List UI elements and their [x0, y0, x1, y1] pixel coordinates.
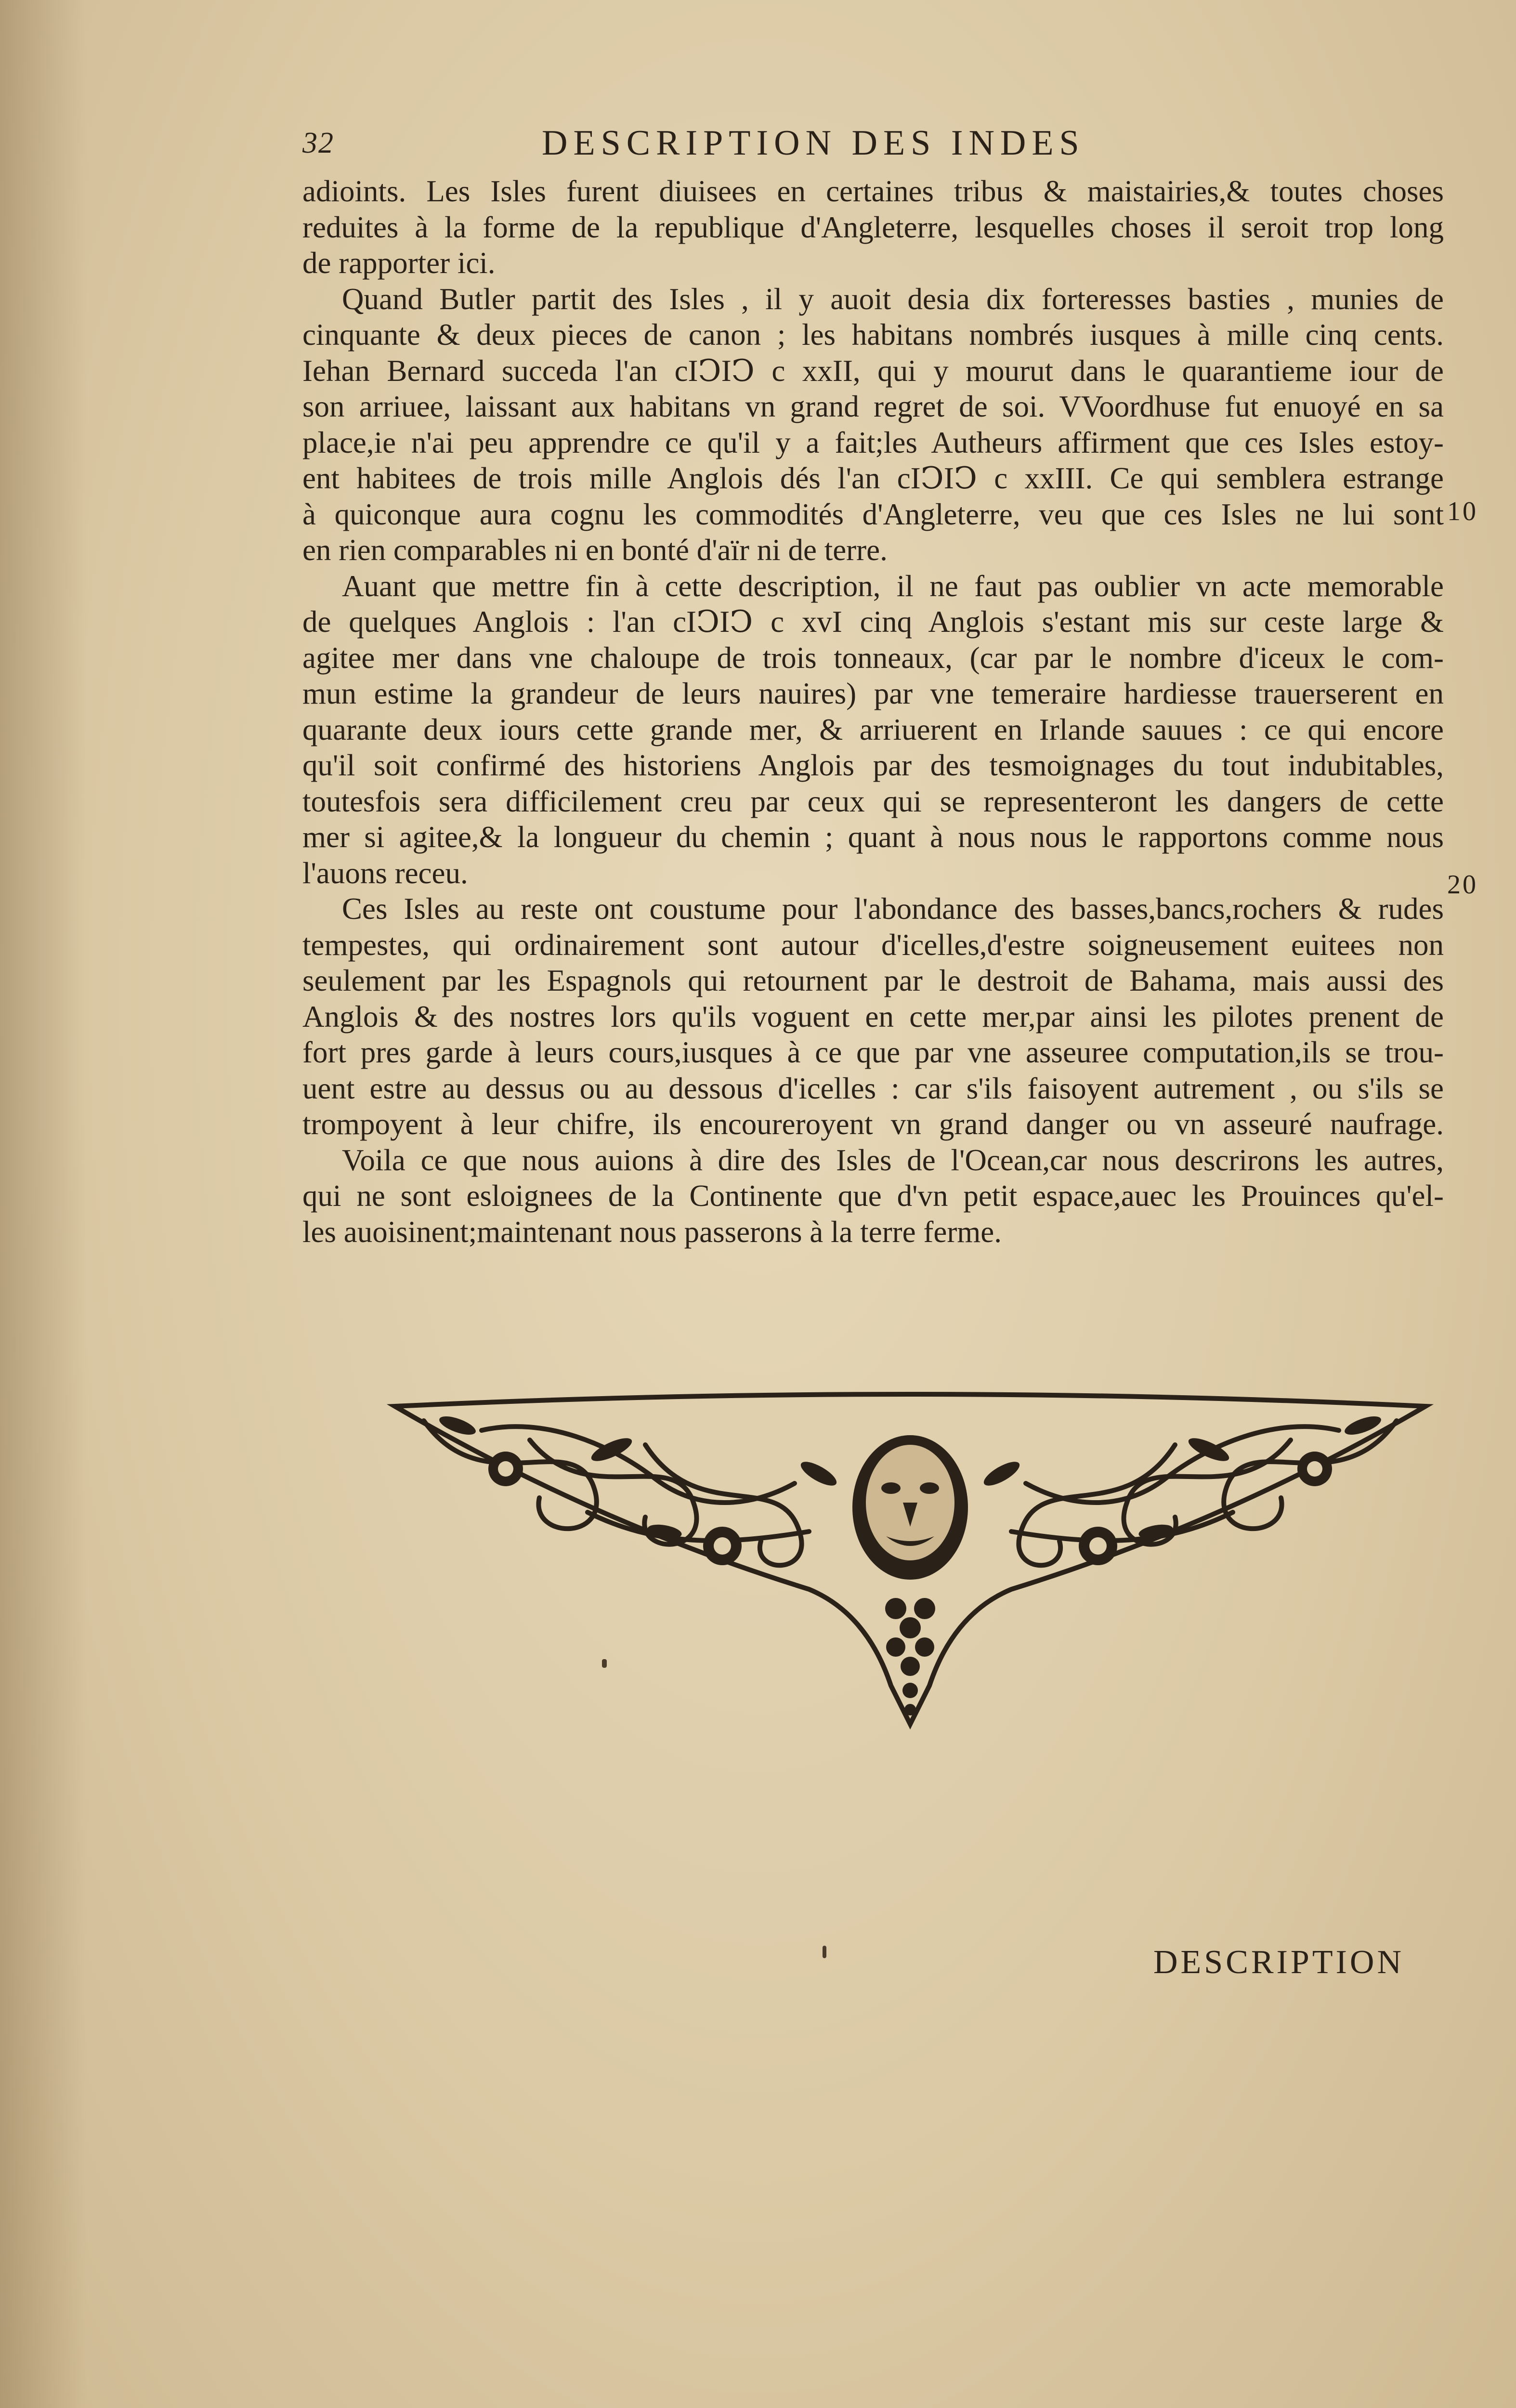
line-number-20: 20 — [1447, 870, 1478, 900]
text-line: Auant que mettre fin à cette description, il ne faut pas oublier vn acte memorable — [342, 569, 1444, 603]
text-line: place,ie n'ai peu apprendre ce qu'il y a fait;les Autheurs affirment que ces Isles estoy- — [302, 425, 1444, 459]
ink-speck — [823, 1946, 826, 1958]
body-text — [302, 173, 1444, 1250]
text-line: qu'il soit confirmé des historiens Anglois par des tesmoignages du tout indubitables, — [302, 748, 1444, 782]
text-line: son arriuee, laissant aux habitans vn grand regret de soi. VVoordhuse fut enuoyé en sa — [302, 390, 1444, 423]
text-line: agitee mer dans vne chaloupe de trois tonneaux, (car par le nombre d'iceux le com- — [302, 641, 1444, 675]
text-line: uent estre au dessus ou au dessous d'icelles : car s'ils faisoyent autrement , ou s'ils se — [302, 1071, 1444, 1105]
running-head: DESCRIPTION DES INDES — [542, 123, 1085, 163]
line-number-10: 10 — [1447, 497, 1478, 526]
text-line: quarante deux iours cette grande mer, & arriuerent en Irlande sauues : ce qui encore — [302, 712, 1444, 746]
text-line: Ces Isles au reste ont coustume pour l'abondance des basses,bancs,rochers & rudes — [342, 892, 1444, 926]
text-line: cinquante & deux pieces de canon ; les habitans nombrés iusques à mille cinq cents. — [302, 318, 1444, 352]
text-line: qui ne sont esloignees de la Continente que d'vn petit espace,auec les Prouinces qu'el- — [302, 1179, 1444, 1213]
text-line: reduites à la forme de la republique d'Angleterre, lesquelles choses il seroit trop long — [302, 210, 1444, 244]
text-line: toutesfois sera difficilement creu par ceux qui se representeront les dangers de cette — [302, 784, 1444, 818]
text-line: Quand Butler partit des Isles , il y auoit desia dix forteresses basties , munies de — [342, 282, 1444, 316]
page-number: 32 — [302, 127, 334, 159]
text-line: l'auons receu. — [302, 856, 468, 890]
text-line: seulement par les Espagnols qui retournent par le destroit de Bahama, mais aussi des — [302, 964, 1444, 997]
text-line: trompoyent à leur chifre, ils encoureroyent vn grand danger ou vn asseuré naufrage. — [302, 1107, 1444, 1141]
text-line: Anglois & des nostres lors qu'ils voguent en cette mer,par ainsi les pilotes prenent de — [302, 999, 1444, 1034]
text-line: de rapporter ici. — [302, 246, 496, 280]
text-line: Voila ce que nous auions à dire des Isles de l'Ocean,car nous descrirons les autres, — [342, 1143, 1444, 1177]
text-line: mun estime la grandeur de leurs nauires) par vne temeraire hardiesse trauerserent en — [302, 677, 1444, 710]
text-line: de quelques Anglois : l'an cIↃIↃ c xvI cinq Anglois s'estant mis sur ceste large & — [302, 605, 1444, 639]
text-line: mer si agitee,& la longueur du chemin ; quant à nous nous le rapportons comme nous — [302, 820, 1444, 854]
text-line: tempestes, qui ordinairement sont autour d'icelles,d'estre soigneusement euitees non — [302, 928, 1444, 962]
floral-mask-tailpiece-icon — [385, 1387, 1435, 1743]
text-line: Iehan Bernard succeda l'an cIↃIↃ c xxII, qui y mourut dans le quarantieme iour de — [302, 353, 1444, 388]
page-edge-shadow — [0, 0, 87, 2408]
text-line: fort pres garde à leurs cours,iusques à ce que par vne asseuree computation,ils se trou- — [302, 1035, 1444, 1069]
text-line: les auoisinent;maintenant nous passerons à la terre ferme. — [302, 1215, 1002, 1249]
text-line: ent habitees de trois mille Anglois dés l'an cIↃIↃ c xxIII. Ce qui semblera estrange — [302, 461, 1444, 495]
text-line: à quiconque aura cognu les commodités d'Angleterre, veu que ces Isles ne lui sont — [302, 497, 1444, 531]
text-line: adioints. Les Isles furent diuisees en certaines tribus & maistairies,& toutes choses — [302, 174, 1444, 208]
text-line: en rien comparables ni en bonté d'aïr ni de terre. — [302, 533, 888, 567]
ink-speck — [602, 1659, 607, 1668]
catchword: DESCRIPTION — [1153, 1944, 1405, 1981]
